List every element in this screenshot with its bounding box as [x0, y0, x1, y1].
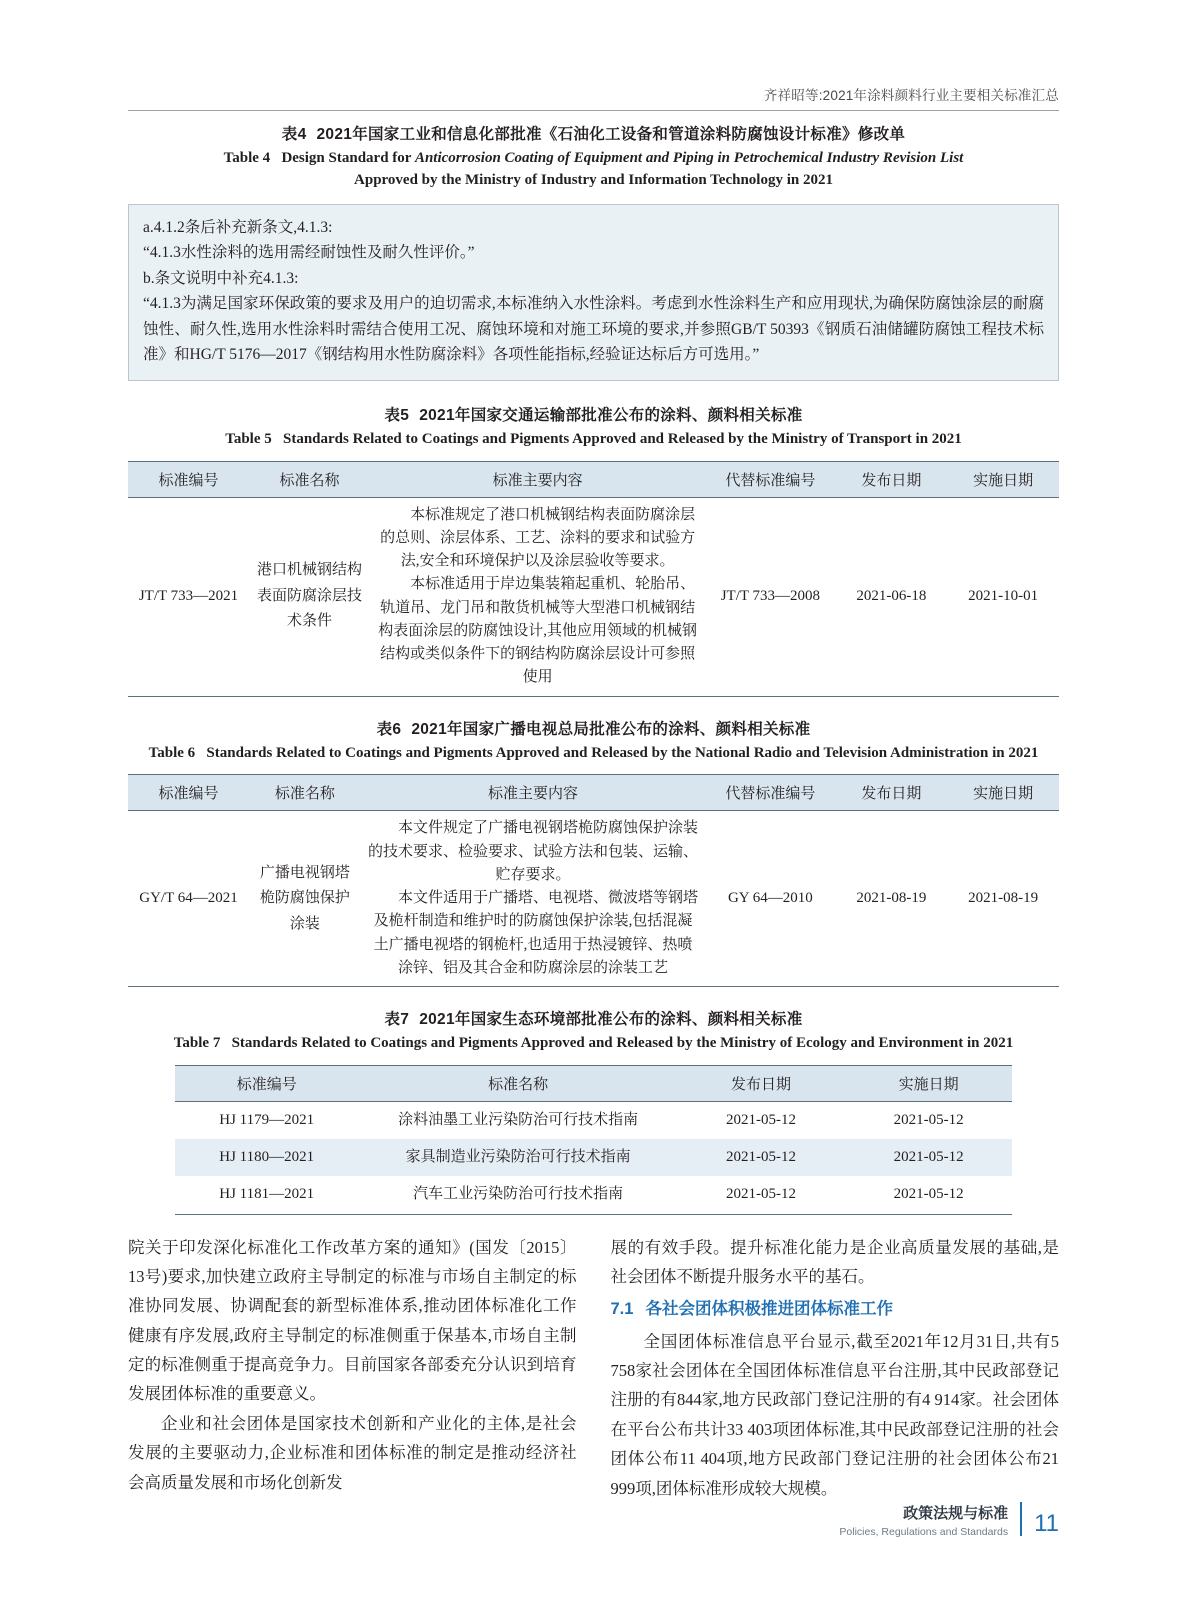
body-column-left: [128, 1233, 577, 1503]
footer-divider: [1020, 1502, 1022, 1536]
table5-caption-en: [128, 429, 1059, 451]
table5-cell-code: JT/T 733—2021: [128, 497, 249, 696]
table4-line-3: b.条文说明中补充4.1.3:: [143, 269, 299, 287]
table6-cell-name: 广播电视钢塔桅防腐蚀保护涂装: [249, 811, 361, 987]
table6-caption-cn: [128, 717, 1059, 739]
right-paragraph-1: 全国团体标准信息平台显示,截至2021年12月31日,共有5 758家社会团体在全国团体标准信息平台注册,其中民政部登记注册的有844家,地方民政部门登记注册的有4 914家。社会团体在平台公布共计33 403项团体标准,其中民政部登记注册的社会团体公布11 404项,地方民政部门登记注册的社会团体公布21 999项,团体标准形成较大规模。: [610, 1331, 1059, 1498]
table-row: [128, 497, 1059, 696]
table6: [128, 774, 1059, 987]
table7-col-code: 标准编号: [175, 1065, 359, 1101]
table6-cell-effective: 2021-08-19: [947, 811, 1059, 987]
table5-header-row: [128, 461, 1059, 497]
table7-col-effective: 实施日期: [845, 1065, 1013, 1101]
table5-cell-effective: 2021-10-01: [947, 497, 1059, 696]
table5-title-en: Standards Related to Coatings and Pigments Approved and Released by the Ministry of Transport in 2021: [282, 430, 962, 447]
table4-number-cn: 表4: [281, 126, 307, 143]
table6-number-cn: 表6: [376, 720, 402, 738]
table6-col-code: 标准编号: [128, 775, 249, 811]
table6-cell-replaced: GY 64—2010: [705, 811, 835, 987]
table7-header-row: [175, 1065, 1013, 1101]
table6-caption-en: [128, 743, 1059, 765]
right-paragraph-lead: 展的有效手段。提升标准化能力是企业高质量发展的基础,是社会团体不断提升服务水平的基石。: [610, 1237, 1059, 1286]
table6-cell-code: GY/T 64—2021: [128, 811, 249, 987]
table6-col-replaced: 代替标准编号: [705, 775, 835, 811]
table7-r2-issue: 2021-05-12: [677, 1139, 845, 1176]
table7-title-cn: 2021年国家生态环境部批准公布的涂料、颜料相关标准: [419, 1011, 803, 1029]
table7-r3-code: HJ 1181—2021: [175, 1176, 359, 1214]
table5: [128, 461, 1059, 697]
table4-caption-en: [128, 148, 1059, 192]
table4-title-en-2: Approved by the Ministry of Industry and Information Technology in 2021: [354, 171, 833, 188]
table4-title-en-italic: Anticorrosion Coating of Equipment and Piping in Petrochemical Industry Revision List: [414, 150, 964, 166]
table4-line-2: “4.1.3水性涂料的选用需经耐蚀性及耐久性评价。”: [143, 244, 475, 262]
table7: [175, 1065, 1013, 1215]
left-paragraph-1: 院关于印发深化标准化工作改革方案的通知》(国发〔2015〕13号)要求,加快建立政府主导制定的标准与市场自主制定的标准协同发展、协调配套的新型标准体系,推动团体标准化工作健康有序发展,政府主导制定的标准侧重于保基本,市场自主制定的标准侧重于提高竞争力。目前国家各部委充分认识到培育发展团体标准的重要意义。: [128, 1237, 577, 1404]
table7-r3-effective: 2021-05-12: [845, 1176, 1013, 1214]
table5-cell-replaced: JT/T 733—2008: [705, 497, 835, 696]
table4-line-4: “4.1.3为满足国家环保政策的要求及用户的迫切需求,本标准纳入水性涂料。考虑到水性涂料生产和应用现状,为确保防腐蚀涂层的耐腐蚀性、耐久性,选用水性涂料时需结合使用工况、腐蚀环境和对施工环境的要求,并参照GB/T 50393《钢质石油储罐防腐蚀工程技术标准》和HG/T 5176—2017《钢结构用水性防腐涂料》各项性能指标,经验证达标后方可选用。”: [143, 295, 1044, 364]
table5-cell-content: [370, 497, 705, 696]
table6-cell-issue: 2021-08-19: [836, 811, 948, 987]
table-row: [128, 811, 1059, 987]
section-heading: [611, 1295, 1060, 1324]
table7-r2-name: 家具制造业污染防治可行技术指南: [359, 1139, 677, 1176]
table7-caption-cn: [128, 1007, 1059, 1029]
table6-col-content: 标准主要内容: [361, 775, 705, 811]
table6-col-effective: 实施日期: [947, 775, 1059, 811]
table5-content-p1: 本标准规定了港口机械钢结构表面防腐涂层的总则、涂层体系、工艺、涂料的要求和试验方法,安全和环境保护以及涂层验收等要求。: [380, 506, 696, 570]
footer-section-cn: 政策法规与标准: [903, 1505, 1009, 1522]
table7-title-en: Standards Related to Coatings and Pigments Approved and Released by the Ministry of Ecology and Environment in 2021: [231, 1035, 1014, 1052]
table6-title-cn: 2021年国家广播电视总局批准公布的涂料、颜料相关标准: [411, 720, 811, 738]
table5-number-cn: 表5: [384, 406, 410, 424]
body-column-right: [611, 1233, 1060, 1503]
footer-section-en: Policies, Regulations and Standards: [839, 1526, 1009, 1538]
table7-caption-en: [128, 1033, 1059, 1055]
table5-col-name: 标准名称: [249, 461, 370, 497]
table5-cell-name: 港口机械钢结构表面防腐涂层技术条件: [249, 497, 370, 696]
table4-body: [128, 204, 1059, 381]
table7-caption: [128, 1007, 1059, 1055]
section-title: 各社会团体积极推进团体标准工作: [645, 1300, 893, 1319]
table4-line-1: a.4.1.2条后补充新条文,4.1.3:: [143, 218, 333, 236]
table5-col-replaced: 代替标准编号: [705, 461, 835, 497]
footer-text: [839, 1502, 1008, 1538]
running-head: 齐祥昭等:2021年涂料颜料行业主要相关标准汇总: [763, 88, 1059, 103]
table5-caption-cn: [128, 403, 1059, 425]
running-head-rule: [128, 110, 1059, 111]
table7-number-cn: 表7: [384, 1011, 410, 1029]
table6-content-p1: 本文件规定了广播电视钢塔桅防腐蚀保护涂装的技术要求、检验要求、试验方法和包装、运输、贮存要求。: [367, 820, 698, 883]
table7-col-name: 标准名称: [359, 1065, 677, 1101]
table6-cell-content: [361, 811, 705, 987]
table7-r2-effective: 2021-05-12: [845, 1139, 1013, 1176]
body-columns: [128, 1233, 1059, 1503]
table6-number-en: Table 6: [148, 744, 196, 761]
table4-title-en-1: Design Standard for: [281, 150, 415, 166]
table6-header-row: [128, 775, 1059, 811]
left-paragraph-2: 企业和社会团体是国家技术创新和产业化的主体,是社会发展的主要驱动力,企业标准和团体标准的制定是推动经济社会高质量发展和市场化创新发: [128, 1413, 577, 1492]
table7-r1-code: HJ 1179—2021: [219, 1111, 315, 1128]
table5-content-p2: 本标准适用于岸边集装箱起重机、轮胎吊、轨道吊、龙门吊和散货机械等大型港口机械钢结构表面涂层的防腐蚀设计,其他应用领域的机械钢结构或类似条件下的钢结构防腐涂层设计可参照使用: [378, 576, 697, 686]
table7-r1-issue: 2021-05-12: [726, 1111, 797, 1128]
table5-col-issue: 发布日期: [836, 461, 948, 497]
table5-col-effective: 实施日期: [947, 461, 1059, 497]
table5-title-cn: 2021年国家交通运输部批准公布的涂料、颜料相关标准: [419, 406, 803, 424]
table7-col-issue: 发布日期: [677, 1065, 845, 1101]
table5-cell-issue: 2021-06-18: [836, 497, 948, 696]
table-row: [175, 1176, 1013, 1214]
table6-caption: [128, 717, 1059, 765]
table4-title-cn: 2021年国家工业和信息化部批准《石油化工设备和管道涂料防腐蚀设计标准》修改单: [316, 126, 906, 143]
table5-col-content: 标准主要内容: [370, 461, 705, 497]
page-number: 11: [1034, 1510, 1059, 1537]
table7-number-en: Table 7: [173, 1035, 221, 1052]
table6-title-en: Standards Related to Coatings and Pigments Approved and Released by the National Radio and Television Administration in 2021: [206, 744, 1039, 761]
page-footer: [839, 1502, 1059, 1538]
table-row: [175, 1101, 1013, 1139]
section-number: 7.1: [610, 1300, 634, 1319]
table6-col-issue: 发布日期: [836, 775, 948, 811]
table7-r1-effective: 2021-05-12: [893, 1111, 964, 1128]
table5-number-en: Table 5: [225, 430, 272, 447]
table4-caption-cn: [128, 122, 1059, 144]
table6-col-name: 标准名称: [249, 775, 361, 811]
table7-r2-code: HJ 1180—2021: [175, 1139, 359, 1176]
table5-col-code: 标准编号: [128, 461, 249, 497]
table5-caption: [128, 403, 1059, 451]
table7-r3-name: 汽车工业污染防治可行技术指南: [359, 1176, 677, 1214]
table4-caption: [128, 122, 1059, 192]
table7-r3-issue: 2021-05-12: [677, 1176, 845, 1214]
table-row: [175, 1139, 1013, 1176]
table6-content-p2: 本文件适用于广播塔、电视塔、微波塔等钢塔及桅杆制造和维护时的防腐蚀保护涂装,包括混凝土广播电视塔的钢桅杆,也适用于热浸镀锌、热喷涂锌、铝及其合金和防腐涂层的涂装工艺: [373, 890, 698, 976]
table4-number-en: Table 4: [223, 150, 271, 166]
table7-r1-name: 涂料油墨工业污染防治可行技术指南: [398, 1111, 639, 1128]
